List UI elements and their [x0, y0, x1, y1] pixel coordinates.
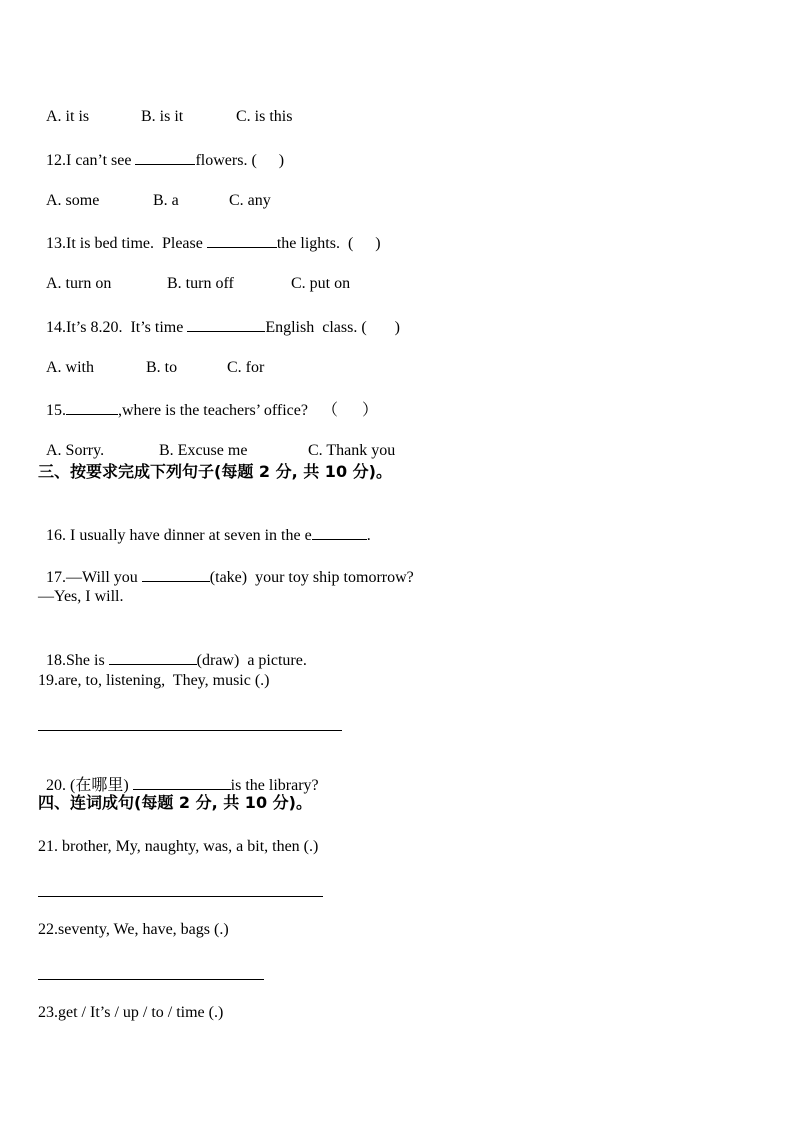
q13-blank[interactable]: [207, 232, 277, 248]
q15-option-c[interactable]: C. Thank you: [308, 442, 396, 459]
q15-option-b[interactable]: B. Excuse me: [159, 442, 248, 459]
q13-paren-close: ): [375, 235, 381, 252]
q12-text-before: 12.I can’t see: [46, 152, 136, 169]
q18-blank[interactable]: [109, 649, 197, 665]
q16-blank[interactable]: [312, 524, 367, 540]
q17-question: [38, 546, 414, 586]
q14-question: [38, 296, 400, 336]
q13-text-after: the lights. (: [276, 235, 354, 252]
q11-options: [38, 87, 293, 125]
q12-question: [38, 129, 285, 169]
q12-options: [38, 171, 271, 209]
q11-option-b[interactable]: B. is it: [141, 108, 184, 125]
q15-blank[interactable]: [66, 399, 118, 415]
q17-blank[interactable]: [142, 566, 210, 582]
q11-option-c[interactable]: C. is this: [236, 108, 293, 125]
q13-text-before: 13.It is bed time. Please: [46, 235, 207, 252]
q21-answer-line[interactable]: [38, 896, 323, 897]
q14-option-b[interactable]: B. to: [146, 359, 178, 376]
q20-question: [38, 754, 319, 794]
q18-text-after: (draw) a picture.: [196, 652, 307, 669]
section-3-title: 三、按要求完成下列句子(每题 2 分, 共 10 分)。: [38, 462, 392, 481]
q21-question: 21. brother, My, naughty, was, a bit, then (.): [38, 838, 319, 855]
q16-question: [38, 504, 371, 544]
q14-paren-close: ): [394, 319, 400, 336]
q20-text-after: is the library?: [230, 777, 319, 794]
q22-question: 22.seventy, We, have, bags (.): [38, 921, 229, 938]
q15-option-a[interactable]: A. Sorry.: [46, 442, 105, 459]
q18-text-before: 18.She is: [46, 652, 109, 669]
q19-answer-line[interactable]: [38, 730, 342, 731]
q15-options: [38, 421, 396, 459]
q14-option-c[interactable]: C. for: [227, 359, 265, 376]
q12-paren-close: ): [278, 152, 285, 169]
q20-blank[interactable]: [133, 774, 231, 790]
q14-blank[interactable]: [187, 316, 265, 332]
q18-question: [38, 629, 307, 669]
q13-option-c[interactable]: C. put on: [291, 275, 351, 292]
q13-question: [38, 212, 381, 252]
q23-question: 23.get / It’s / up / to / time (.): [38, 1004, 224, 1021]
q17-reply: —Yes, I will.: [38, 588, 124, 605]
q22-answer-line[interactable]: [38, 979, 264, 980]
q12-blank[interactable]: [135, 149, 195, 165]
q15-text: ,where is the teachers’ office?: [118, 402, 308, 419]
q11-option-a[interactable]: A. it is: [46, 108, 90, 125]
q16-text-after: .: [366, 527, 371, 544]
q14-text-after: English class. (: [265, 319, 367, 336]
q12-text-after: flowers. (: [195, 152, 257, 169]
q13-option-a[interactable]: A. turn on: [46, 275, 112, 292]
q15-number: 15.: [46, 402, 66, 419]
q15-paren: （ ）: [321, 402, 378, 419]
q12-option-c[interactable]: C. any: [229, 192, 271, 209]
q14-options: [38, 338, 265, 376]
q12-option-a[interactable]: A. some: [46, 192, 100, 209]
q13-options: [38, 254, 351, 292]
q13-option-b[interactable]: B. turn off: [167, 275, 234, 292]
q12-option-b[interactable]: B. a: [153, 192, 179, 209]
q20-text-before: 20. (在哪里): [46, 777, 133, 794]
q17-text-after: (take) your toy ship tomorrow?: [209, 569, 414, 586]
q19-question: 19.are, to, listening, They, music (.): [38, 672, 270, 689]
q16-text-before: 16. I usually have dinner at seven in the e: [46, 527, 312, 544]
q17-text-before: 17.—Will you: [46, 569, 142, 586]
q14-option-a[interactable]: A. with: [46, 359, 94, 376]
q14-text-before: 14.It’s 8.20. It’s time: [46, 319, 188, 336]
q15-question: [38, 379, 378, 419]
section-4-title: 四、连词成句(每题 2 分, 共 10 分)。: [38, 793, 312, 812]
